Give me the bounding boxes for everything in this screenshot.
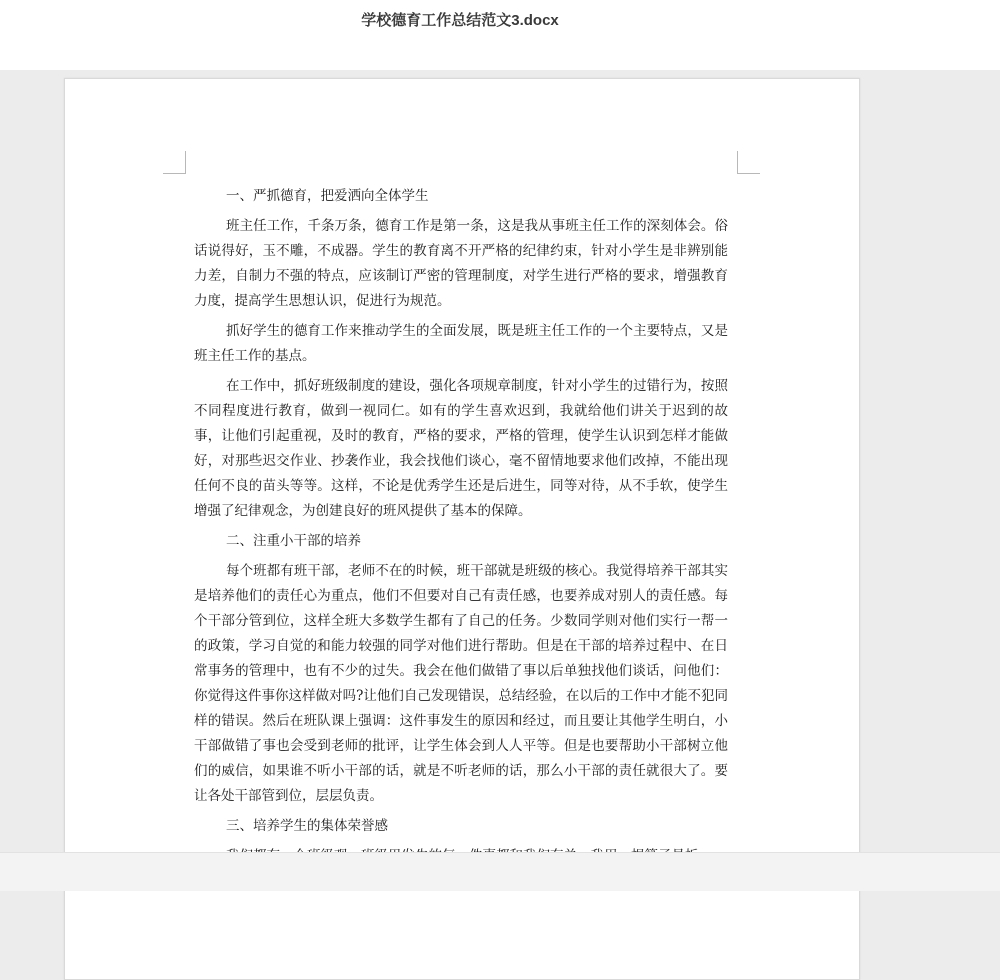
document-title: 学校德育工作总结范文3.docx — [361, 12, 559, 29]
body-paragraph: 每个班都有班干部，老师不在的时候，班干部就是班级的核心。我觉得培养干部其实是培养他们的责任心为重点，他们不但要对自己有责任感，也要养成对别人的责任感。每个干部分管到位，这样全班大多数学生都有了自己的任务。少数同学则对他们实行一帮一的政策，学习自觉的和能力较强的同学对他们进行帮助。但是在干部的培养过程中、在日常事务的管理中，也有不少的过失。我会在他们做错了事以后单独找他们谈话，问他们：你觉得这件事你这样做对吗?让他们自己发现错误，总结经验，在以后的工作中才能不犯同样的错误。然后在班队课上强调：这件事发生的原因和经过，而且要让其他学生明白，小干部做错了事也会受到老师的批评，让学生体会到人人平等。但是也要帮助小干部树立他们的威信，如果谁不听小干部的话，就是不听老师的话，那么小干部的责任就很大了。要让各处干部管到位，层层负责。 — [194, 563, 728, 804]
margin-corner-mark-right — [737, 151, 760, 174]
page-content — [194, 184, 728, 874]
document-viewer[interactable] — [0, 70, 1000, 852]
body-paragraph: 在工作中，抓好班级制度的建设，强化各项规章制度，针对小学生的过错行为，按照不同程度进行教育，做到一视同仁。如有的学生喜欢迟到，我就给他们讲关于迟到的故事，让他们引起重视，及时的教育，严格的要求，严格的管理，使学生认识到怎样才能做好，对那些迟交作业、抄袭作业，我会找他们谈心，毫不留情地要求他们改掉，不能出现任何不良的苗头等等。这样，不论是优秀学生还是后进生，同等对待，从不手软，使学生增强了纪律观念，为创建良好的班风提供了基本的保障。 — [194, 378, 728, 519]
body-paragraph: 班主任工作，千条万条，德育工作是第一条，这是我从事班主任工作的深刻体会。俗话说得好，玉不雕，不成器。学生的教育离不开严格的纪律约束，针对小学生是非辨别能力差，自制力不强的特点，应该制订严密的管理制度，对学生进行严格的要求，增强教育力度，提高学生思想认识，促进行为规范。 — [194, 218, 728, 309]
title-bar — [0, 0, 1000, 70]
section-heading: 一、严抓德育，把爱洒向全体学生 — [226, 188, 429, 204]
body-paragraph: 抓好学生的德育工作来推动学生的全面发展，既是班主任工作的一个主要特点，又是班主任工作的基点。 — [194, 323, 728, 364]
section-heading: 三、培养学生的集体荣誉感 — [226, 818, 388, 834]
bottom-bar — [0, 852, 1000, 891]
document-page — [64, 78, 860, 980]
margin-corner-mark-left — [163, 151, 186, 174]
section-heading: 二、注重小干部的培养 — [226, 533, 361, 549]
